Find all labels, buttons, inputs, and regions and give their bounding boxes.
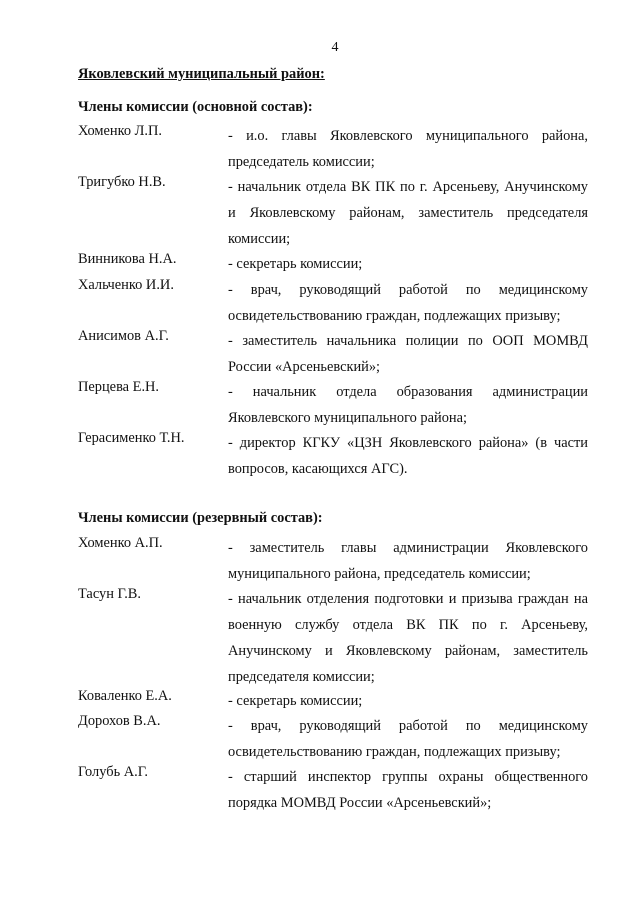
district-title: Яковлевский муниципальный район:: [78, 66, 325, 82]
member-role: - секретарь комиссии;: [228, 693, 363, 709]
member-role: - начальник отдела образования администрации Яковлевского муниципального района;: [228, 384, 588, 426]
member-name: Хоменко Л.П.: [78, 123, 163, 139]
member-name: Перцева Е.Н.: [78, 379, 160, 395]
member-name: Дорохов В.А.: [78, 713, 161, 729]
page-number: 4: [331, 40, 339, 55]
section-title-main: Члены комиссии (основной состав):: [78, 99, 313, 115]
member-name: Тасун Г.В.: [78, 586, 141, 602]
member-role: - секретарь комиссии;: [228, 256, 363, 272]
member-role: - начальник отделения подготовки и призыва граждан на военную службу отдела ВК ПК по г. Арсеньеву, Анучинскому и Яковлевскому районам, заместитель председателя комиссии;: [228, 591, 588, 685]
member-name: Герасименко Т.Н.: [78, 430, 185, 446]
member-role: - врач, руководящий работой по медицинскому освидетельствованию граждан, подлежащих призыву;: [228, 282, 588, 324]
member-role: - заместитель начальника полиции по ООП МОМВД России «Арсеньевский»;: [228, 333, 588, 375]
member-role: - врач, руководящий работой по медицинскому освидетельствованию граждан, подлежащих призыву;: [228, 718, 588, 760]
member-name: Анисимов А.Г.: [78, 328, 169, 344]
member-name: Хальченко И.И.: [78, 277, 174, 293]
member-name: Голубь А.Г.: [78, 764, 149, 780]
member-name: Хоменко А.П.: [78, 535, 163, 551]
member-role: - заместитель главы администрации Яковлевского муниципального района, председатель комиссии;: [228, 540, 588, 582]
section-title-reserve: Члены комиссии (резервный состав):: [78, 510, 323, 526]
member-role: - и.о. главы Яковлевского муниципального района, председатель комиссии;: [228, 128, 588, 170]
member-role: - старший инспектор группы охраны общественного порядка МОМВД России «Арсеньевский»;: [228, 769, 588, 811]
member-name: Коваленко Е.А.: [78, 688, 172, 704]
member-name: Винникова Н.А.: [78, 251, 177, 267]
member-name: Тригубко Н.В.: [78, 174, 166, 190]
member-role: - директор КГКУ «ЦЗН Яковлевского района» (в части вопросов, касающихся АГС).: [228, 435, 588, 477]
member-role: - начальник отдела ВК ПК по г. Арсеньеву, Анучинскому и Яковлевскому районам, заместитель председателя комиссии;: [228, 179, 588, 247]
